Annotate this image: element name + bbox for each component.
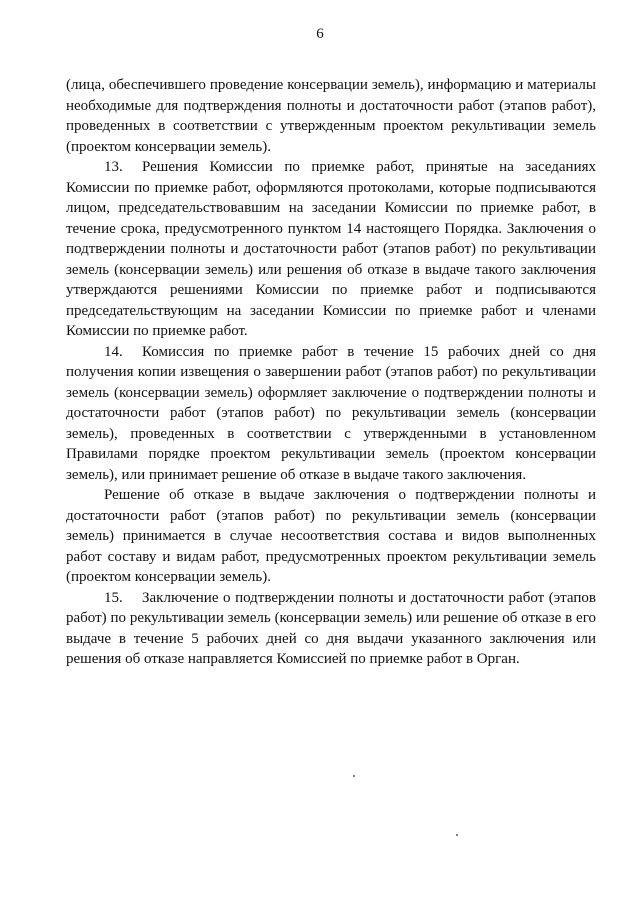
paragraph-number: 13. bbox=[104, 159, 123, 175]
paragraph-text: Решение об отказе в выдаче заключения о подтверждении полноты и достаточности работ (этапов работ) по рекультивации земель (консервации земель) принимается в случае несоответствия состава и видов выполненных работ составу и видам работ, предусмотренных проектом рекультивации земель (проектом консервации земель). bbox=[66, 487, 596, 585]
paragraph-15 bbox=[66, 588, 596, 670]
scan-speck bbox=[353, 775, 355, 777]
scan-speck bbox=[456, 834, 458, 836]
paragraph-refusal bbox=[66, 485, 596, 588]
paragraph-number: 15. bbox=[104, 589, 123, 606]
paragraph-text: Решения Комиссии по приемке работ, принятые на заседаниях Комиссии по приемке работ, оформляются протоколами, которые подписываются лицом, председательствовавшим на заседании Комиссии по приемке работ, в течение срока, предусмотренного пунктом 14 настоящего Порядка. Заключения о подтверждении полноты и достаточности работ (этапов работ) по рекультивации земель (консервации земель) или решения об отказе в выдаче такого заключения утверждаются решениями Комиссии по приемке работ и подписываются председательствующим на заседании Комиссии по приемке работ и членами Комиссии по приемке работ. bbox=[66, 159, 596, 339]
document-body bbox=[66, 75, 596, 670]
paragraph-continuation bbox=[66, 75, 596, 157]
paragraph-text: Заключение о подтверждении полноты и достаточности работ (этапов работ) по рекультивации земель (консервации земель) или решение об отказе в его выдаче в течение 5 рабочих дней со дня выдачи указанного заключения или решения об отказе направляется Комиссией по приемке работ в Орган. bbox=[66, 589, 596, 667]
paragraph-text: Комиссия по приемке работ в течение 15 рабочих дней со дня получения копии извещения о завершении работ (этапов работ) по рекультивации земель (консервации земель) оформляет заключение о подтверждении полноты и достаточности работ (этапов работ) по рекультивации земель (консервации земель), проведенных в соответствии с утвержденными в установленном Правилами порядке проектом рекультивации земель (проектом консервации земель), или принимает решение об отказе в выдаче такого заключения. bbox=[66, 343, 596, 483]
paragraph-number: 14. bbox=[104, 343, 123, 360]
paragraph-13 bbox=[66, 157, 596, 342]
paragraph-14 bbox=[66, 342, 596, 486]
paragraph-text: (лица, обеспечившего проведение консервации земель), информацию и материалы необходимые для подтверждения полноты и достаточности работ (этапов работ), проведенных в соответствии с утвержденным проектом рекультивации земель (проектом консервации земель). bbox=[66, 77, 596, 155]
page-number: 6 bbox=[316, 26, 324, 42]
